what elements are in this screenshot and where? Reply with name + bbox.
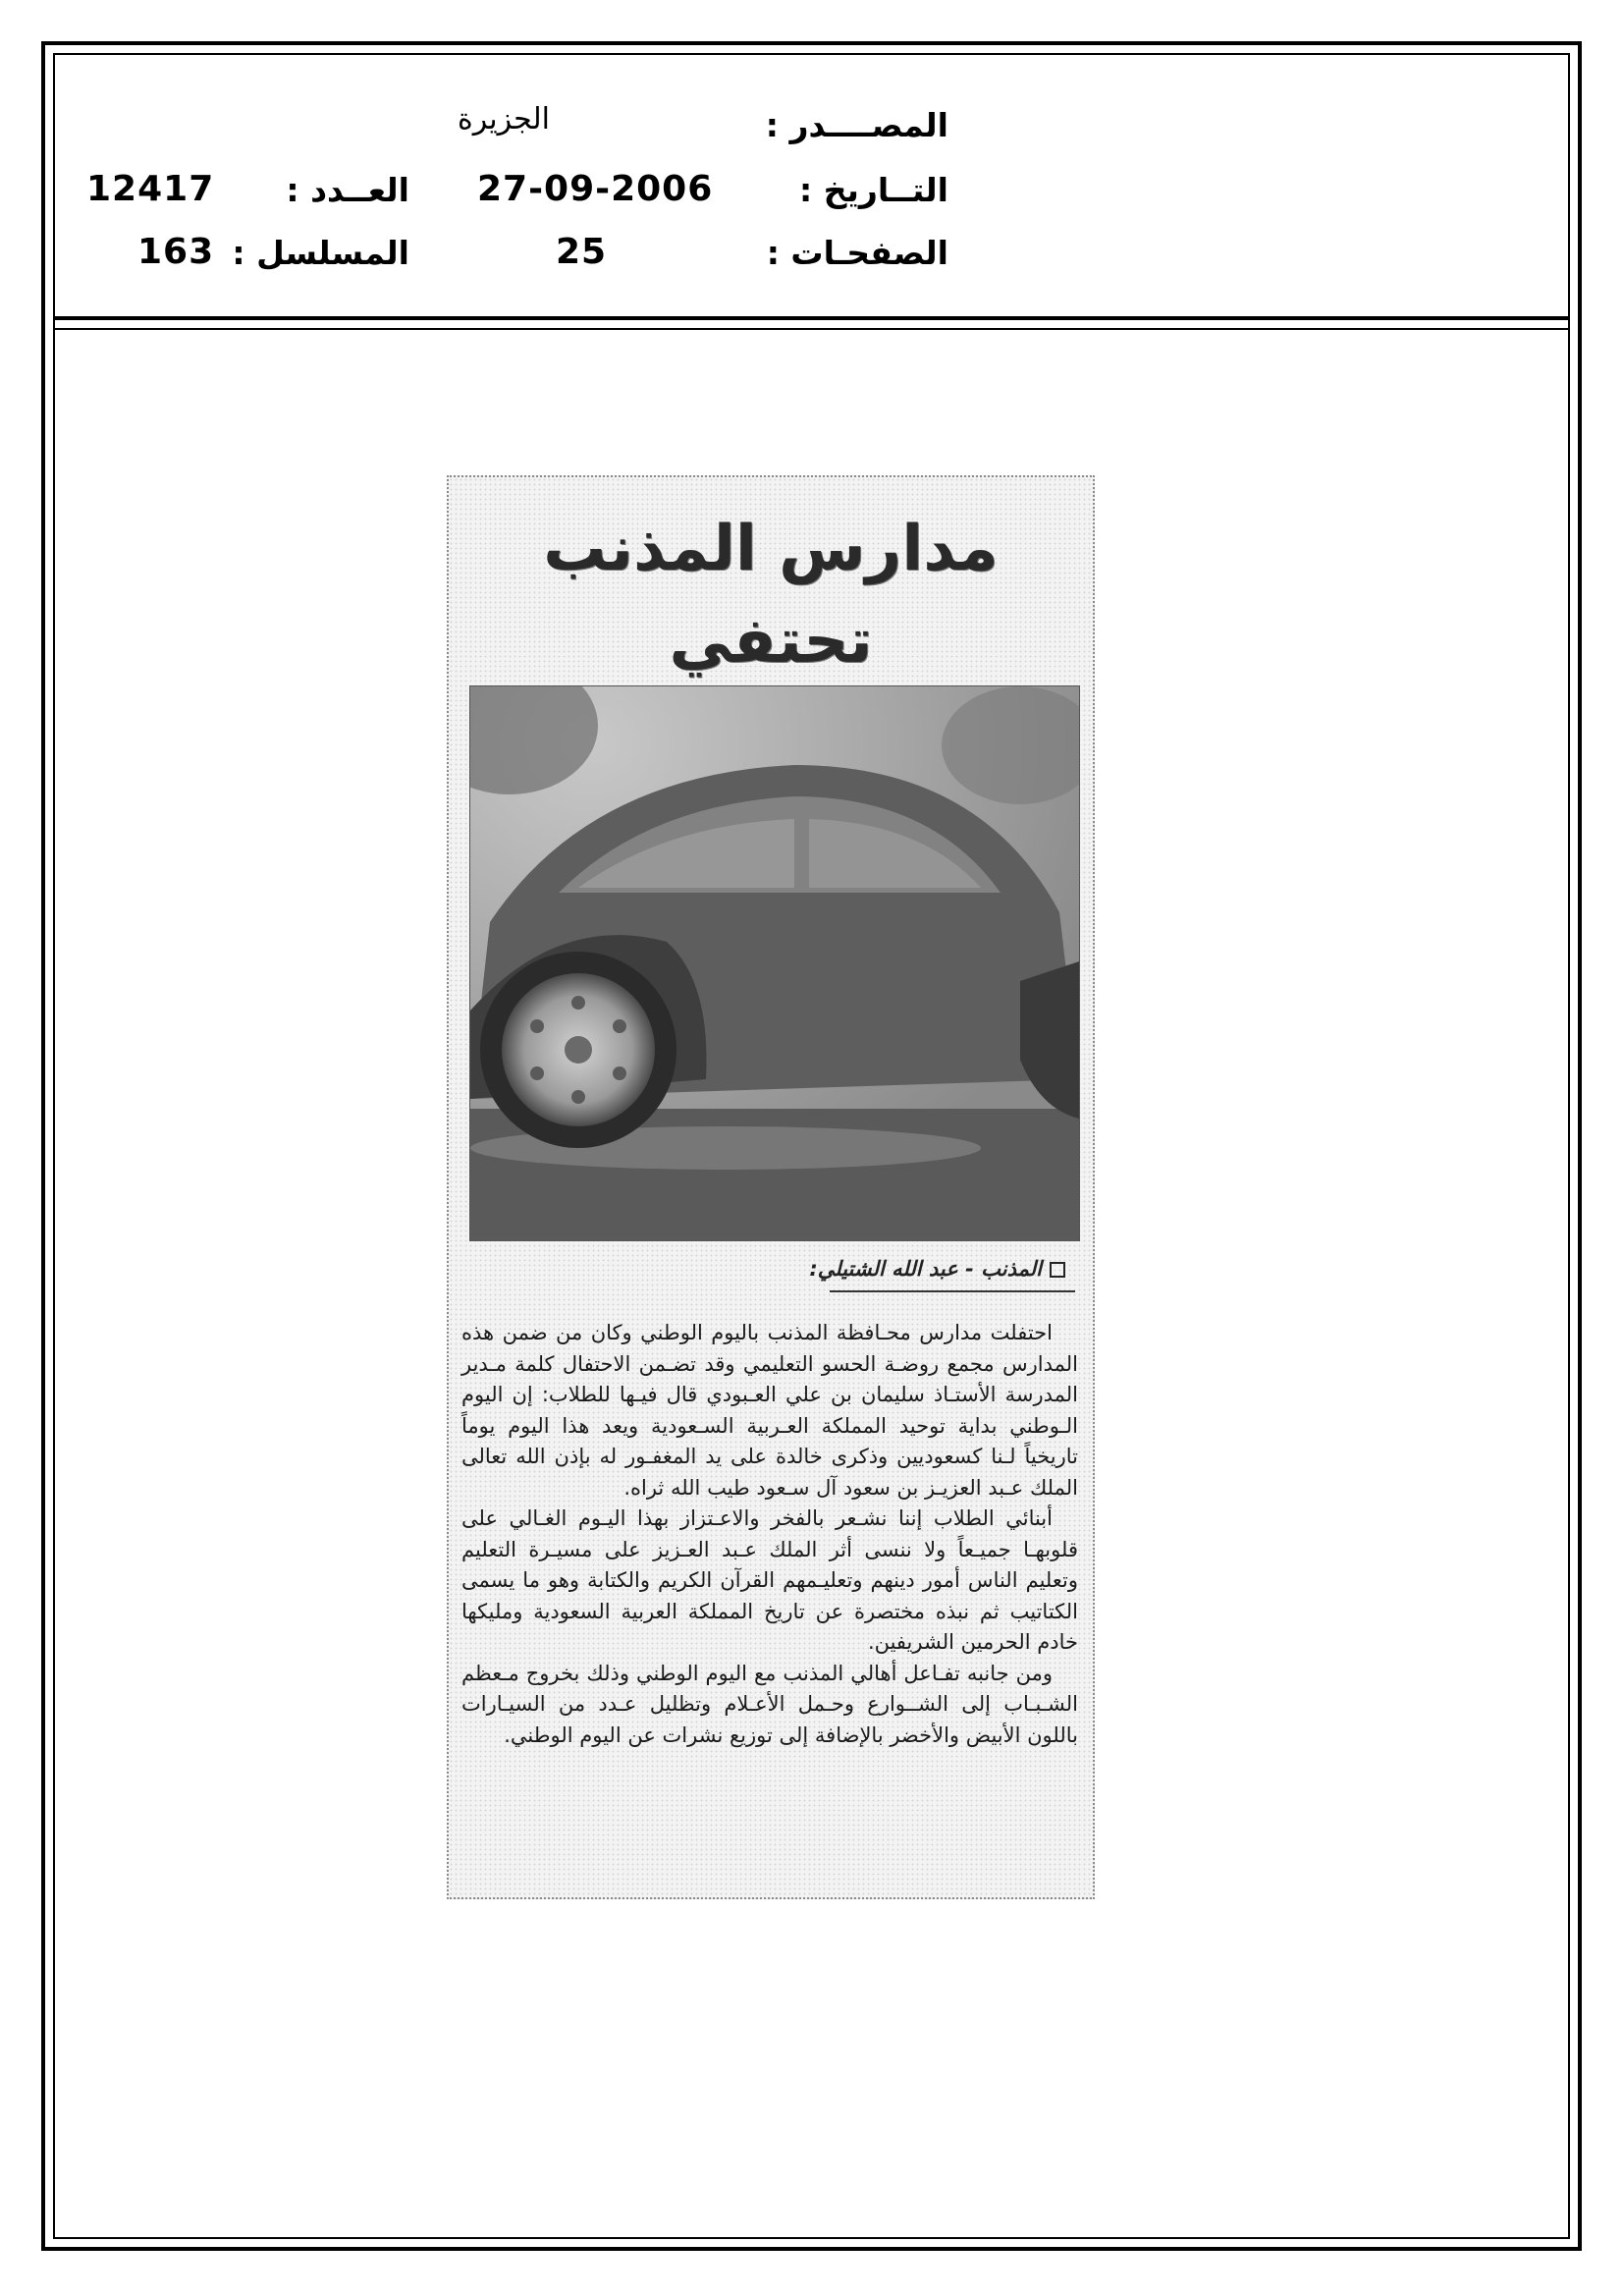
source-value: الجزيرة — [458, 102, 551, 137]
date-value: 27-09-2006 — [477, 169, 714, 209]
car-wheel-photo-icon — [470, 686, 1079, 1240]
pages-label: الصفحـات : — [766, 234, 948, 272]
issue-label: العــدد : — [286, 171, 409, 209]
caption-text: المذنب - عبد الله الشتيلي: — [809, 1257, 1042, 1281]
article-body — [461, 1318, 1078, 1751]
photo-caption — [809, 1257, 1065, 1281]
article-paragraph: احتفلت مدارس محـافظة المذنب باليوم الوطني وكان من ضمن هذه المدارس مجمع روضـة الحسو التعليمي وقد تضـمن الاحتفال كلمة مـدير المدرسة الأستـاذ سليمان بن علي العـبودي قال فيـها للطلاب: إن اليوم الـوطني بداية توحيد المملكة العـربية السـعودية ويعد هذا اليوم يوماً تاريخياً لـنا كسعوديين وذكرى خالدة على يد المغفـور له بإذن الله تعالى الملك عـبد العزيـز بن سعود آل سـعود طيب الله ثراه. — [461, 1321, 1078, 1500]
source-label: المصــــدر : — [765, 106, 948, 144]
caption-underline — [830, 1290, 1075, 1292]
serial-label: المسلسل : — [232, 234, 409, 272]
article-photo — [469, 685, 1080, 1241]
issue-value: 12417 — [86, 169, 215, 209]
date-label: التــاريخ : — [799, 171, 948, 209]
serial-value: 163 — [137, 232, 215, 272]
header-divider-thin — [53, 328, 1570, 330]
caption-square-icon — [1050, 1262, 1065, 1278]
article-paragraph: ومن جانبه تفـاعل أهالي المذنب مع اليوم الوطني وذلك بخروج مـعظم الشـبـاب إلى الشــوارع وحـمل الأعـلام وتظليل عـدد من السيـارات باللون الأبيض والأخضر بالإضافة إلى توزيع نشرات عن اليوم الوطني. — [461, 1661, 1078, 1747]
article-paragraph: أبنائي الطلاب إننا نشـعر بالفخر والاعـتزاز بهذا اليـوم الغـالي على قلوبهـا جميـعاً ولا ننسى أثر الملك عـبد العـزيز على مسيـرة التعليم وتعليم الناس أمور دينهم وتعليـمهم القرآن الكريم والكتابة وهو ما يسمى الكتاتيب ثم نبذه مختصرة عن تاريخ المملكة العربية السعودية ومليكها خادم الحرمين الشريفين. — [461, 1506, 1078, 1654]
headline-line-1: مدارس المذنب تحتفي — [543, 513, 999, 678]
header-divider — [53, 316, 1570, 320]
pages-value: 25 — [556, 232, 608, 272]
